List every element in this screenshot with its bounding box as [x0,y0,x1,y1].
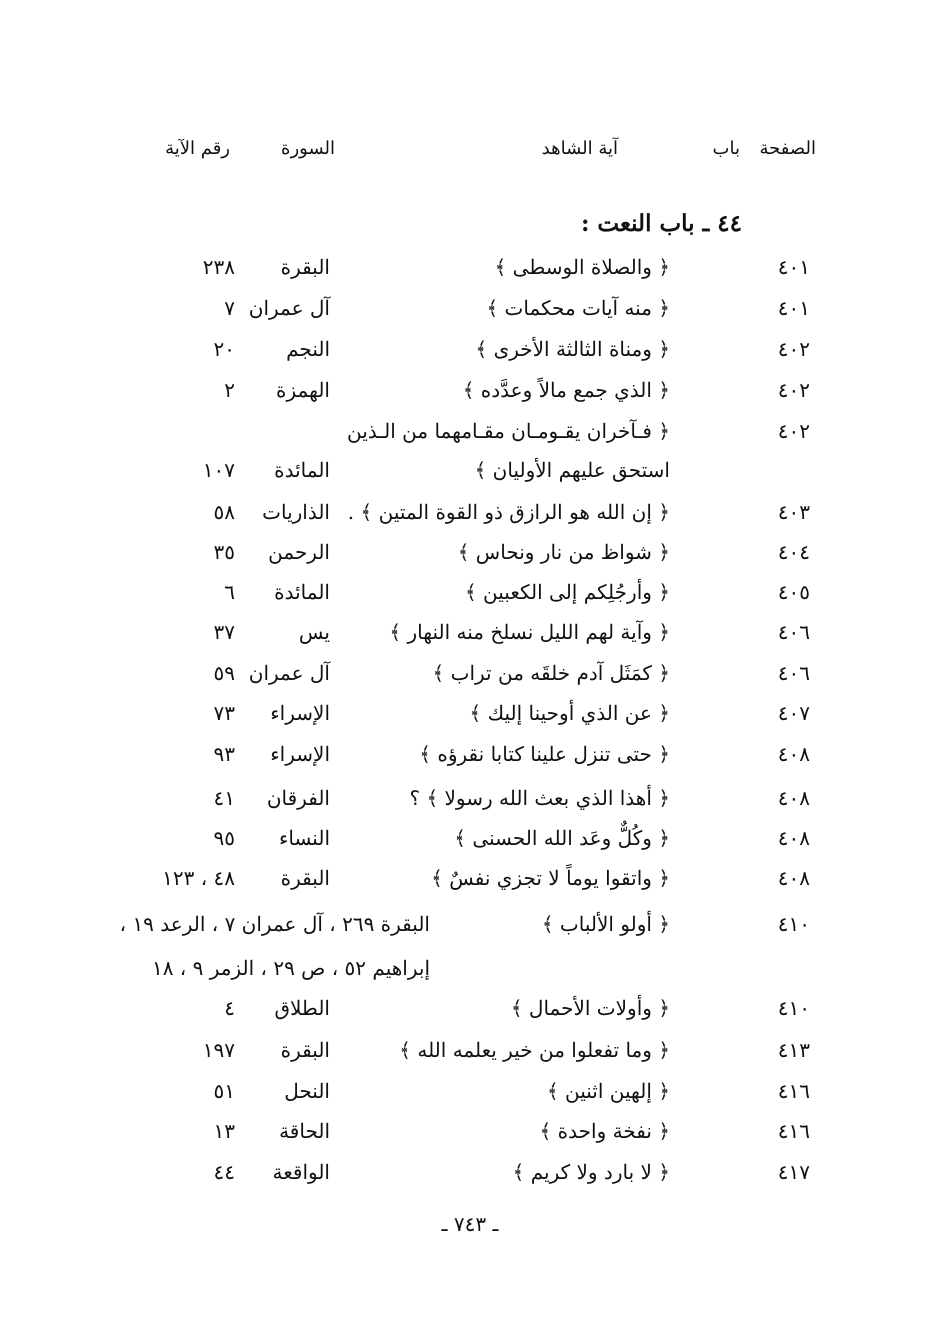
table-row [0,1079,938,1113]
page-number: ٤١٣ [777,1038,810,1062]
page-number: ٤٠٥ [777,580,810,604]
header-surah: السورة [281,138,335,159]
page-number: ٤٠١ [777,255,810,279]
page-number: ٤٠٤ [777,540,810,564]
ayah-number: ٣٧ [213,620,235,644]
ayah-number: ٤٨ ، ١٢٣ [162,866,235,890]
ayah-number: ٥١ [213,1079,235,1103]
verse-text: ﴿ وآية لهم الليل نسلخ منه النهار ﴾ [389,620,670,644]
table-row [0,661,938,695]
verse-text: ﴿ أهذا الذي بعث الله رسولا ﴾ ؟ [409,786,670,810]
table-row [0,378,938,412]
page-number: ٤٠٣ [777,500,810,524]
ayah-number: ٤ [224,996,235,1020]
ayah-number: ٤١ [213,786,235,810]
verse-text: ﴿ كمَثَل آدم خلقَه من تراب ﴾ [432,661,670,685]
ayah-number: ١٩٧ [202,1038,235,1062]
verse-text: استحق عليهم الأوليان ﴾ [474,458,670,482]
surah-references: البقرة ٢٦٩ ، آل عمران ٧ ، الرعد ١٩ ، [119,912,430,936]
table-row [0,620,938,654]
page-number: ٤١٦ [777,1119,810,1143]
verse-text: ﴿ لا بارد ولا كريم ﴾ [512,1160,670,1184]
verse-text: ﴿ إن الله هو الرازق ذو القوة المتين ﴾ . [347,500,670,524]
page-number: ٤٠١ [777,296,810,320]
ayah-number: ٥٨ [213,500,235,524]
page-number: ٤٠٨ [777,742,810,766]
surah-name: المائدة [274,458,330,482]
table-row [0,742,938,776]
surah-name: آل عمران [248,296,330,320]
surah-references: إبراهيم ٥٢ ، ص ٢٩ ، الزمر ٩ ، ١٨ [151,956,430,980]
surah-name: يس [298,620,330,644]
table-row [0,1160,938,1194]
ayah-number: ٧٣ [213,701,235,725]
table-row [0,458,938,492]
verse-text: ﴿ أولو الألباب ﴾ [541,912,670,936]
table-row [0,1119,938,1153]
table-row [0,786,938,820]
verse-text: ﴿ وكُلٌّ وعَد الله الحسنى ﴾ [454,826,670,850]
surah-name: المائدة [274,580,330,604]
surah-name: الإسراء [270,742,330,766]
ayah-number: ٦ [224,580,235,604]
header-bab: باب [712,138,740,159]
surah-name: الرحمن [268,540,330,564]
table-row [0,701,938,735]
verse-text: ﴿ نفخة واحدة ﴾ [539,1119,670,1143]
surah-name: الفرقان [266,786,330,810]
table-row [0,956,938,990]
surah-name: آل عمران [248,661,330,685]
ayah-number: ٧ [224,296,235,320]
verse-text: ﴿ شواظ من نار ونحاس ﴾ [457,540,670,564]
section-title: ٤٤ ـ باب النعت : [580,210,742,237]
surah-name: الحاقة [279,1119,330,1143]
table-row [0,500,938,534]
page-number: ٤٠٨ [777,866,810,890]
ayah-number: ٥٩ [213,661,235,685]
ayah-number: ٩٥ [213,826,235,850]
page-number: ٤٠٨ [777,826,810,850]
surah-name: النجم [286,337,330,361]
ayah-number: ٤٤ [213,1160,235,1184]
table-row [0,912,938,946]
table-row [0,296,938,330]
surah-name: الذاريات [262,500,330,524]
verse-text: ﴿ وما تفعلوا من خير يعلمه الله ﴾ [399,1038,670,1062]
page-number: ٤٠٧ [777,701,810,725]
surah-name: النساء [278,826,330,850]
table-row [0,1038,938,1072]
verse-text: ﴿ وأولات الأحمال ﴾ [510,996,670,1020]
table-row [0,580,938,614]
verse-text: ﴿ عن الذي أوحينا إليك ﴾ [469,701,670,725]
surah-name: البقرة [280,866,330,890]
verse-text: ﴿ حتى تنزل علينا كتابا نقرؤه ﴾ [419,742,670,766]
table-row [0,540,938,574]
surah-name: الهمزة [276,378,330,402]
table-row [0,866,938,900]
table-row [0,996,938,1030]
verse-text: ﴿ إلهين اثنين ﴾ [546,1079,670,1103]
ayah-number: ٢٣٨ [202,255,235,279]
surah-name: الواقعة [272,1160,330,1184]
verse-text: ﴿ فـآخران يقـومـان مقـامهما من الـذين [347,419,670,443]
page-number: ٤١٧ [777,1160,810,1184]
surah-name: البقرة [280,255,330,279]
verse-text: ﴿ الذي جمع مالاً وعدَّده ﴾ [462,378,670,402]
verse-text: ﴿ منه آيات محكمات ﴾ [486,296,670,320]
verse-text: ﴿ وأرجُلِكم إلى الكعبين ﴾ [464,580,670,604]
page-number: ٤١٠ [777,996,810,1020]
ayah-number: ٣٥ [213,540,235,564]
table-row [0,826,938,860]
page-number: ٤٠٢ [777,337,810,361]
ayah-number: ٢٠ [213,337,235,361]
surah-name: الطلاق [274,996,330,1020]
ayah-number: ١٣ [213,1119,235,1143]
page-number: ٤١٠ [777,912,810,936]
header-page: الصفحة [759,138,816,159]
page-number: ٤٠٢ [777,378,810,402]
verse-text: ﴿ والصلاة الوسطى ﴾ [494,255,670,279]
verse-text: ﴿ ومناة الثالثة الأخرى ﴾ [475,337,670,361]
ayah-number: ١٠٧ [202,458,235,482]
page-number: ٤٠٦ [777,661,810,685]
table-row [0,255,938,289]
header-ayah: رقم الآية [165,138,230,159]
ayah-number: ٩٣ [213,742,235,766]
page-number: ٤١٦ [777,1079,810,1103]
table-row [0,419,938,453]
page-number: ٤٠٦ [777,620,810,644]
page-number: ٤٠٨ [777,786,810,810]
header-witness: آية الشاهد [541,138,618,159]
ayah-number: ٢ [224,378,235,402]
page-number: ٤٠٢ [777,419,810,443]
surah-name: النحل [284,1079,330,1103]
verse-text: ﴿ واتقوا يوماً لا تجزي نفسٌ ﴾ [431,866,670,890]
surah-name: الإسراء [270,701,330,725]
page-footer-number: ـ ٧٤٣ ـ [441,1212,499,1236]
table-row [0,337,938,371]
surah-name: البقرة [280,1038,330,1062]
